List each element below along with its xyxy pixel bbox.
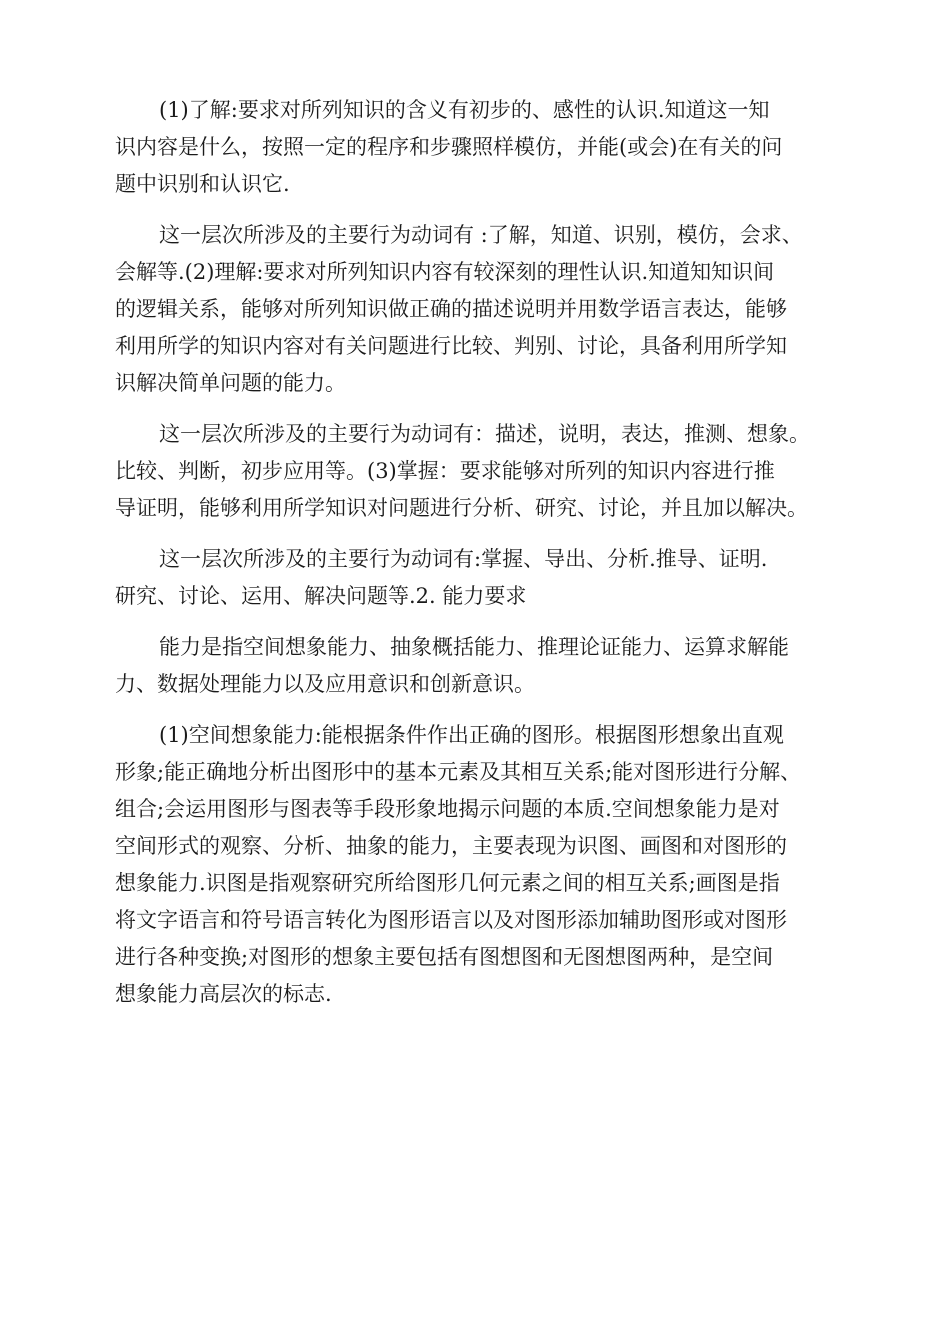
text-line: 力、数据处理能力以及应用意识和创新意识。 [115,672,535,696]
paragraph-mastery-action-verbs [115,541,845,615]
text-line: 研究、讨论、运用、解决问题等.2. 能力要求 [115,584,527,608]
text-line: 将文字语言和符号语言转化为图形语言以及对图形添加辅助图形或对图形 [115,908,787,932]
text-line: 比较、判断，初步应用等。(3)掌握：要求能够对所列的知识内容进行推 [115,459,775,483]
paragraph-ability-definition [115,629,845,703]
text-line: 形象;能正确地分析出图形中的基本元素及其相互关系;能对图形进行分解、 [115,760,802,784]
text-line: 识解决简单问题的能力。 [115,371,346,395]
text-line: 这一层次所涉及的主要行为动词有 :了解，知道、识别，模仿，会求、 [159,223,803,247]
text-line: 空间形式的观察、分析、抽象的能力，主要表现为识图、画图和对图形的 [115,834,787,858]
text-line: 想象能力.识图是指观察研究所给图形几何元素之间的相互关系;画图是指 [115,871,780,895]
text-line: 想象能力高层次的标志. [115,982,332,1006]
text-line: 导证明，能够利用所学知识对问题进行分析、研究、讨论，并且加以解决。 [115,496,808,520]
text-line: (1)空间想象能力:能根据条件作出正确的图形。根据图形想象出直观 [159,723,784,747]
text-line: 能力是指空间想象能力、抽象概括能力、推理论证能力、运算求解能 [159,635,789,659]
paragraph-spatial-imagination [115,717,845,1013]
text-line: 会解等.(2)理解:要求对所列知识内容有较深刻的理性认识.知道知知识间 [115,260,775,284]
paragraph-mastery-verbs [115,416,845,527]
text-line: 这一层次所涉及的主要行为动词有：描述，说明，表达，推测、想象。 [159,422,810,446]
text-line: 的逻辑关系，能够对所列知识做正确的描述说明并用数学语言表达，能够 [115,297,787,321]
text-line: 题中识别和认识它. [115,172,290,196]
text-line: 识内容是什么，按照一定的程序和步骤照样模仿，并能(或会)在有关的问 [115,135,783,159]
text-line: 进行各种变换;对图形的想象主要包括有图想图和无图想图两种，是空间 [115,945,774,969]
paragraph-understanding-verbs [115,217,845,402]
paragraph-understand-level [115,92,845,203]
text-line: (1)了解:要求对所列知识的含义有初步的、感性的认识.知道这一知 [159,98,770,122]
text-line: 利用所学的知识内容对有关问题进行比较、判别、讨论，具备利用所学知 [115,334,787,358]
text-line: 这一层次所涉及的主要行为动词有:掌握、导出、分析.推导、证明. [159,547,768,571]
text-line: 组合;会运用图形与图表等手段形象地揭示问题的本质.空间想象能力是对 [115,797,780,821]
document-page [115,92,845,1027]
